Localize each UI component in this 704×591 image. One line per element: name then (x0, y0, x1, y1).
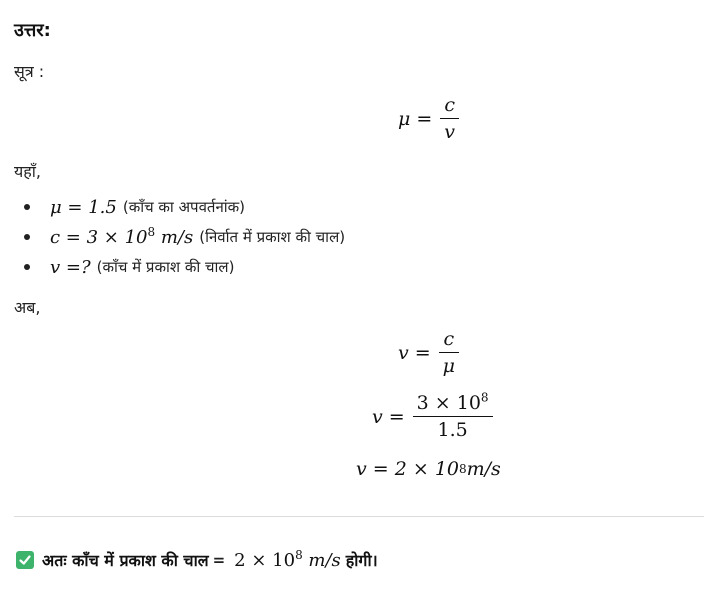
formula-denominator: v (444, 121, 456, 143)
step1-lhs: v (398, 341, 409, 364)
formula-equals: = (416, 107, 433, 130)
given-c-unit: m/s (155, 226, 194, 248)
step2-equals: = (388, 405, 405, 428)
check-mark-icon (16, 551, 34, 569)
step2-lhs: v (372, 405, 383, 428)
final-equals: = (212, 551, 226, 569)
bullet-icon (24, 234, 30, 240)
step2-denominator: 1.5 (437, 419, 468, 441)
step2-numerator-base: 3 × 10 (416, 392, 481, 414)
section-divider (14, 516, 704, 517)
given-v: v =? (50, 256, 91, 278)
final-value-base: 2 × 10 (234, 549, 296, 571)
final-value-unit: m/s (302, 549, 341, 571)
list-item (22, 252, 345, 282)
step2-equation (372, 392, 493, 441)
step1-equation (398, 328, 459, 377)
formula-lhs: μ (398, 107, 411, 130)
step3-base: v = 2 × 10 (356, 458, 459, 480)
step2-numerator (413, 392, 493, 416)
step1-denominator: μ (442, 355, 456, 377)
final-value-exp: 8 (295, 547, 303, 562)
final-answer (16, 549, 378, 571)
given-c-exp: 8 (147, 224, 156, 239)
final-answer-suffix: होगी। (345, 551, 378, 570)
step2-fraction (413, 392, 493, 441)
bullet-icon (24, 204, 30, 210)
now-label: अब, (14, 298, 41, 317)
answer-heading: उत्तर: (14, 20, 51, 41)
given-v-desc: (काँच में प्रकाश की चाल) (96, 258, 235, 276)
given-mu-desc: (काँच का अपवर्तनांक) (122, 198, 246, 216)
list-item (22, 222, 345, 252)
bullet-icon (24, 264, 30, 270)
step1-equals: = (414, 341, 431, 364)
given-c-desc: (निर्वात में प्रकाश की चाल) (199, 228, 346, 246)
step3-unit: m/s (466, 458, 501, 480)
final-answer-text: अतः काँच में प्रकाश की चाल (42, 551, 209, 570)
formula-numerator: c (444, 94, 455, 116)
given-values-list (22, 192, 345, 282)
here-label: यहाँ, (14, 162, 42, 181)
list-item (22, 192, 345, 222)
given-mu: μ = 1.5 (50, 196, 117, 218)
step2-numerator-exp: 8 (480, 390, 489, 405)
formula-fraction (440, 94, 459, 143)
given-c-base: c = 3 × 10 (50, 226, 148, 248)
final-value (234, 547, 341, 571)
step1-fraction (439, 328, 459, 377)
step3-equation: v = 2 × 10 8 m/s (356, 458, 501, 480)
step1-numerator: c (443, 328, 455, 350)
given-c (50, 224, 194, 248)
formula-label: सूत्र : (14, 62, 45, 81)
formula-equation (398, 94, 459, 143)
